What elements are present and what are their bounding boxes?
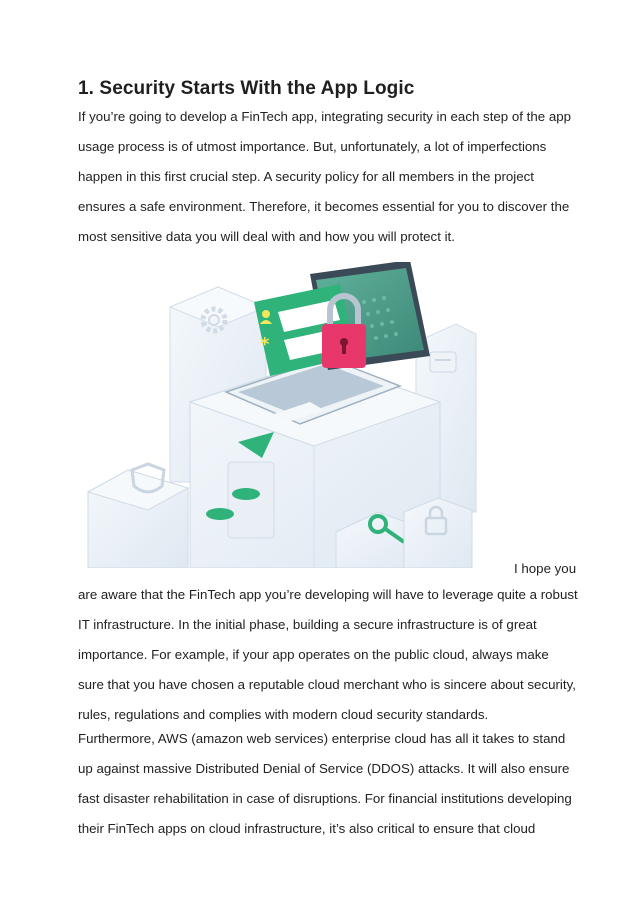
shield-block	[88, 470, 188, 568]
paragraph-line: Furthermore, AWS (amazon web services) enterprise cloud has all it takes to stand	[78, 731, 566, 746]
infrastructure-paragraph	[78, 580, 578, 730]
paragraph-line: sure that you have chosen a reputable cloud merchant who is sincere about security,	[78, 677, 576, 692]
paragraph-line: are aware that the FinTech app you’re developing will have to leverage quite a robust	[78, 587, 578, 602]
paragraph-line: up against massive Distributed Denial of Service (DDOS) attacks. It will also ensure	[78, 761, 570, 776]
paragraph-line: rules, regulations and complies with modern cloud security standards.	[78, 707, 489, 722]
intro-paragraph	[78, 102, 572, 252]
paragraph-line: their FinTech apps on cloud infrastructure, it’s also critical to ensure that cloud	[78, 821, 536, 836]
small-padlock-block	[404, 498, 472, 568]
intro-line: most sensitive data you will deal with and how you will protect it.	[78, 229, 455, 244]
paragraph-line: fast disaster rehabilitation in case of disruptions. For financial institutions developing	[78, 791, 572, 806]
paragraph-line: IT infrastructure. In the initial phase, building a secure infrastructure is of great	[78, 617, 537, 632]
inline-text-start: I hope you	[514, 561, 577, 576]
intro-line: happen in this first crucial step. A security policy for all members in the project	[78, 169, 534, 184]
aws-paragraph	[78, 724, 572, 844]
security-illustration	[78, 262, 514, 568]
asterisk-icon: *	[260, 334, 270, 355]
document-icon	[430, 352, 456, 372]
section-heading: 1. Security Starts With the App Logic	[78, 78, 415, 99]
paragraph-line: importance. For example, if your app operates on the public cloud, always make	[78, 647, 549, 662]
intro-line: usage process is of utmost importance. But, unfortunately, a lot of imperfections	[78, 139, 547, 154]
intro-line: ensures a safe environment. Therefore, it becomes essential for you to discover the	[78, 199, 570, 214]
intro-line: If you’re going to develop a FinTech app, integrating security in each step of the app	[78, 109, 572, 124]
